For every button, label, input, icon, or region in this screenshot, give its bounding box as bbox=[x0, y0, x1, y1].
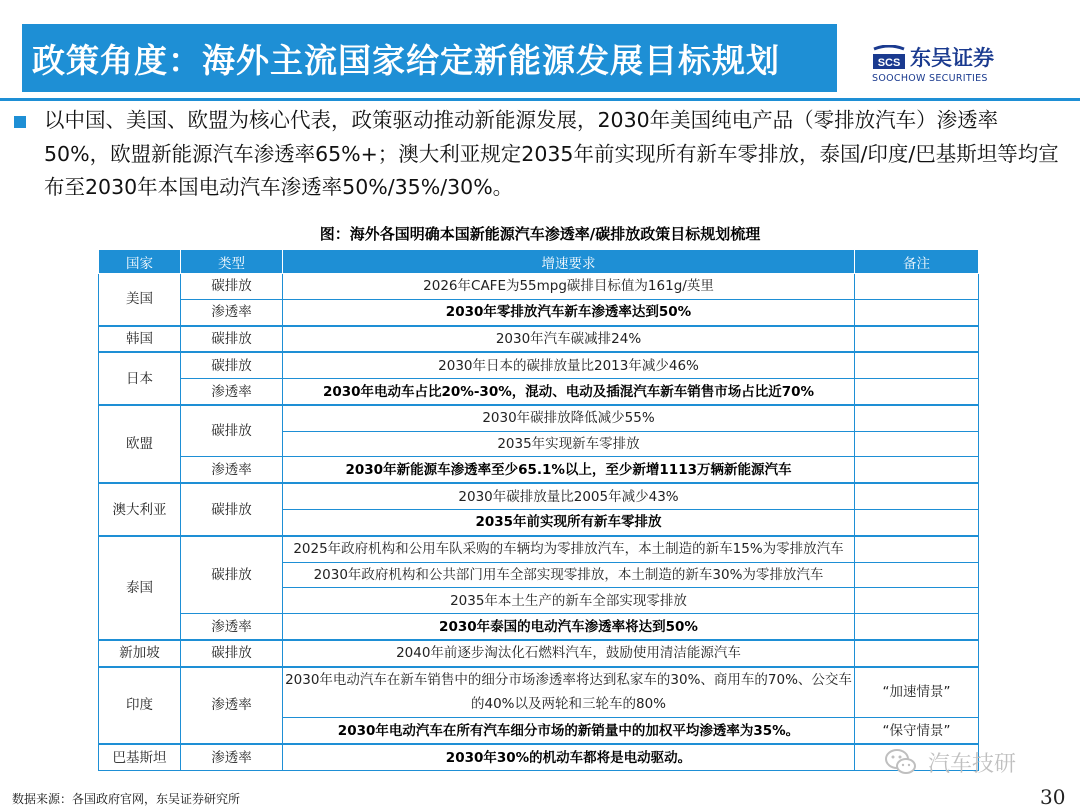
note-cell bbox=[855, 405, 979, 431]
type-cell: 碳排放 bbox=[181, 640, 283, 667]
note-cell bbox=[855, 562, 979, 588]
header-country: 国家 bbox=[99, 250, 181, 274]
requirement-cell: 2030年电动汽车在所有汽车细分市场的新销量中的加权平均渗透率为35%。 bbox=[283, 718, 855, 744]
table-row bbox=[99, 614, 979, 640]
note-cell bbox=[855, 274, 979, 300]
table-row bbox=[99, 299, 979, 325]
country-cell: 巴基斯坦 bbox=[99, 744, 181, 771]
note-cell bbox=[855, 588, 979, 614]
note-cell: “保守情景” bbox=[855, 718, 979, 744]
watermark-text: 汽车技研 bbox=[928, 751, 1017, 777]
table-row bbox=[99, 352, 979, 378]
data-source-note: 数据来源：各国政府官网，东吴证券研究所 bbox=[12, 792, 241, 806]
table-row bbox=[99, 667, 979, 718]
type-cell: 碳排放 bbox=[181, 352, 283, 378]
note-cell bbox=[855, 431, 979, 457]
country-cell: 日本 bbox=[99, 352, 181, 405]
table-header-row bbox=[99, 250, 979, 274]
watermark bbox=[884, 744, 1054, 780]
company-logo bbox=[872, 42, 1032, 86]
requirement-cell: 2035年本土生产的新车全部实现零排放 bbox=[283, 588, 855, 614]
requirement-cell: 2030年零排放汽车新车渗透率达到50% bbox=[283, 299, 855, 325]
note-cell bbox=[855, 352, 979, 378]
note-cell bbox=[855, 483, 979, 509]
table-row bbox=[99, 379, 979, 405]
country-cell: 澳大利亚 bbox=[99, 483, 181, 536]
requirement-cell: 2030年政府机构和公共部门用车全部实现零排放，本土制造的新车30%为零排放汽车 bbox=[283, 562, 855, 588]
country-cell: 印度 bbox=[99, 667, 181, 744]
requirement-cell: 2030年汽车碳减排24% bbox=[283, 326, 855, 353]
type-cell: 渗透率 bbox=[181, 614, 283, 640]
page-number: 30 bbox=[1040, 785, 1066, 809]
logo-chinese-name: 东吴证券 bbox=[910, 46, 994, 70]
header-divider bbox=[0, 98, 1080, 101]
requirement-cell: 2040年前逐步淘汰化石燃料汽车，鼓励使用清洁能源汽车 bbox=[283, 640, 855, 667]
country-cell: 泰国 bbox=[99, 536, 181, 640]
country-cell: 新加坡 bbox=[99, 640, 181, 667]
table-row bbox=[99, 326, 979, 353]
type-cell: 渗透率 bbox=[181, 457, 283, 483]
note-cell bbox=[855, 640, 979, 667]
note-cell bbox=[855, 614, 979, 640]
requirement-cell: 2035年前实现所有新车零排放 bbox=[283, 510, 855, 536]
country-cell: 韩国 bbox=[99, 326, 181, 353]
requirement-cell: 2030年电动车占比20%-30%，混动、电动及插混汽车新车销售市场占比近70% bbox=[283, 379, 855, 405]
requirement-cell: 2030年日本的碳排放量比2013年减少46% bbox=[283, 352, 855, 378]
requirement-cell: 2035年实现新车零排放 bbox=[283, 431, 855, 457]
note-cell bbox=[855, 510, 979, 536]
type-cell: 碳排放 bbox=[181, 483, 283, 536]
requirement-cell: 2025年政府机构和公用车队采购的车辆均为零排放汽车，本土制造的新车15%为零排放汽车 bbox=[283, 536, 855, 562]
bullet-square-icon bbox=[14, 116, 26, 128]
note-cell bbox=[855, 536, 979, 562]
requirement-cell: 2030年30%的机动车都将是电动驱动。 bbox=[283, 744, 855, 771]
type-cell: 渗透率 bbox=[181, 379, 283, 405]
type-cell: 碳排放 bbox=[181, 326, 283, 353]
note-cell: “加速情景” bbox=[855, 667, 979, 718]
header-note: 备注 bbox=[855, 250, 979, 274]
country-cell: 欧盟 bbox=[99, 405, 181, 483]
country-cell: 美国 bbox=[99, 274, 181, 326]
table-row bbox=[99, 405, 979, 431]
type-cell: 碳排放 bbox=[181, 405, 283, 457]
type-cell: 碳排放 bbox=[181, 536, 283, 614]
table-caption: 图：海外各国明确本国新能源汽车渗透率/碳排放政策目标规划梳理 bbox=[319, 225, 761, 243]
requirement-cell: 2030年碳排放降低减少55% bbox=[283, 405, 855, 431]
type-cell: 碳排放 bbox=[181, 274, 283, 300]
header-requirement: 增速要求 bbox=[283, 250, 855, 274]
header-type: 类型 bbox=[181, 250, 283, 274]
page-title: 政策角度：海外主流国家给定新能源发展目标规划 bbox=[32, 40, 780, 80]
note-cell bbox=[855, 457, 979, 483]
table-row bbox=[99, 457, 979, 483]
wechat-icon bbox=[884, 747, 918, 777]
policy-table bbox=[98, 249, 979, 771]
note-cell bbox=[855, 379, 979, 405]
requirement-cell: 2030年碳排放量比2005年减少43% bbox=[283, 483, 855, 509]
requirement-cell: 2030年电动汽车在新车销售中的细分市场渗透率将达到私家车的30%、商用车的70%、公交车的40%以及两轮和三轮车的80% bbox=[283, 667, 855, 718]
table-row bbox=[99, 640, 979, 667]
logo-english-name: SOOCHOW SECURITIES bbox=[872, 73, 988, 84]
requirement-cell: 2026年CAFE为55mpg碳排目标值为161g/英里 bbox=[283, 274, 855, 300]
type-cell: 渗透率 bbox=[181, 667, 283, 744]
title-bar bbox=[22, 24, 837, 92]
table-row bbox=[99, 274, 979, 300]
type-cell: 渗透率 bbox=[181, 744, 283, 771]
note-cell bbox=[855, 299, 979, 325]
scs-logo-icon bbox=[872, 45, 906, 71]
type-cell: 渗透率 bbox=[181, 299, 283, 325]
table-row bbox=[99, 744, 979, 771]
note-cell bbox=[855, 326, 979, 353]
svg-text:SCS: SCS bbox=[877, 57, 901, 69]
summary-bullet: 以中国、美国、欧盟为核心代表，政策驱动推动新能源发展，2030年美国纯电产品（零排放汽车）渗透率50%，欧盟新能源汽车渗透率65%+；澳大利亚规定2035年前实现所有新车零排放，泰国/印度/巴基斯坦等均宣布至2030年本国电动汽车渗透率50%/35%/30%。 bbox=[44, 108, 1059, 199]
table-row bbox=[99, 536, 979, 562]
requirement-cell: 2030年泰国的电动汽车渗透率将达到50% bbox=[283, 614, 855, 640]
requirement-cell: 2030年新能源车渗透率至少65.1%以上，至少新增1113万辆新能源汽车 bbox=[283, 457, 855, 483]
table-row bbox=[99, 483, 979, 509]
